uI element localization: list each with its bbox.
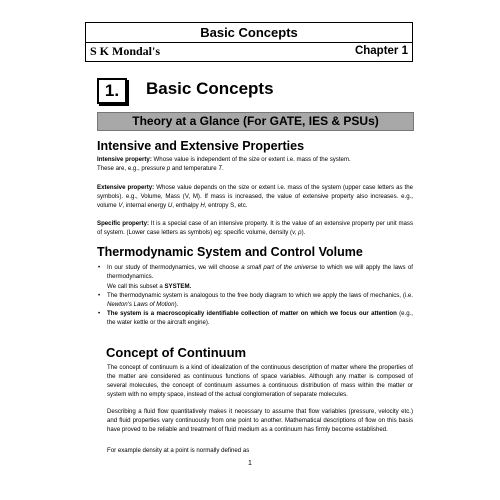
section-heading-properties: Intensive and Extensive Properties <box>97 139 305 153</box>
header-divider <box>86 42 412 43</box>
symbol-U: U <box>167 202 173 209</box>
extensive-text-2: , internal energy <box>122 202 168 209</box>
theory-banner: Theory at a Glance (For GATE, IES & PSUs) <box>97 112 414 131</box>
bullet1-emphasis: a small part of the universe <box>241 264 318 271</box>
intensive-term: Intensive property: <box>97 156 152 163</box>
bullet1-text-2: to which we will apply the laws of thermodynamics. <box>107 264 413 280</box>
bullet-icon: • <box>98 292 101 299</box>
specific-term: Specific property: <box>97 220 149 227</box>
subset-system: SYSTEM. <box>164 283 192 290</box>
bullet2-text-2: ). <box>174 301 179 308</box>
list-item <box>97 309 413 327</box>
header-chapter: Chapter 1 <box>354 45 408 57</box>
extensive-text: Whose value depends on the size or extent i.e. mass of the system (upper case letters as the symbols). e.g., Volume, Mass (V, M). If mass is increased, the value of extensive property also increases. e.g., volume <box>97 184 413 209</box>
header-author: S K Mondal's <box>90 44 161 58</box>
bullet-icon: • <box>98 310 101 317</box>
extensive-text-4: , entropy S, etc. <box>204 202 248 209</box>
bullet2-emphasis: Newton's Laws of Motion <box>107 301 175 308</box>
continuum-paragraph-3: For example density at a point is normally defined as <box>107 447 250 454</box>
bullet2-text: The thermodynamic system is analogous to the free body diagram to which we apply the laws of mechanics, (i.e. <box>107 292 413 299</box>
continuum-paragraph-2: Describing a fluid flow quantitatively makes it necessary to assume that flow variables (pressure, velocity etc.) and fluid properties vary continuously from one point to another. Mathematical descriptions of flow on this basis have proved to be reliable and treatment of fluid medium as a continuum has firmly become established. <box>107 408 413 433</box>
specific-text: It is a special case of an intensive property. It is the value of an extensive property per unit mass of system. (Lower case letters as symbols) eg: specific volume, density ( <box>97 220 414 236</box>
symbol-p: p <box>166 165 171 172</box>
intensive-examples-2: and temperature <box>170 165 219 172</box>
page-number: 1 <box>248 460 252 467</box>
section-heading-continuum: Concept of Continuum <box>106 345 247 360</box>
symbol-V: V <box>118 202 123 209</box>
extensive-term: Extensive property: <box>97 184 155 191</box>
subset-line <box>107 282 413 291</box>
intensive-text: Whose value is independent of the size or extent i.e. mass of the system. <box>151 156 351 163</box>
symbol-T: T <box>218 165 223 172</box>
list-item <box>97 291 413 309</box>
continuum-paragraph-1: The concept of continuum is a kind of idealization of the continuous description of matter where the properties of the matter are considered as continuous functions of space variables. Although any matter is composed of several molecules, the concept of continuum assumes a continuous distribution of mass within the matter or system with no empty space, instead of the actual conglomeration of separate molecules. <box>107 364 413 398</box>
intensive-examples: These are, e.g., pressure <box>97 165 167 172</box>
bullet3-bold: The system is a macroscopically identifiable collection of matter on which we focus our attention <box>107 310 397 317</box>
bullet1-text: In our study of thermodynamics, we will choose <box>107 264 242 271</box>
specific-text-2: ). <box>301 229 306 236</box>
intensive-property-paragraph <box>97 155 413 173</box>
bullet3-text: (e.g., the water kettle or the aircraft engine). <box>107 310 413 326</box>
running-header <box>85 22 413 62</box>
extensive-text-3: , enthalpy <box>172 202 201 209</box>
section-heading-system: Thermodynamic System and Control Volume <box>97 245 363 259</box>
header-title: Basic Concepts <box>200 25 298 40</box>
chapter-title: Basic Concepts <box>146 79 274 98</box>
intensive-period: . <box>222 165 224 172</box>
extensive-property-paragraph <box>97 183 413 210</box>
symbol-H: H <box>200 202 205 209</box>
bullet-icon: • <box>98 264 101 271</box>
specific-property-paragraph <box>97 219 413 237</box>
chapter-number: 1. <box>97 78 127 104</box>
list-item <box>97 263 413 291</box>
system-bullet-list <box>97 263 413 327</box>
subset-text: We call this subset a <box>107 283 165 290</box>
symbol-v-rho: v, ρ <box>292 229 302 236</box>
